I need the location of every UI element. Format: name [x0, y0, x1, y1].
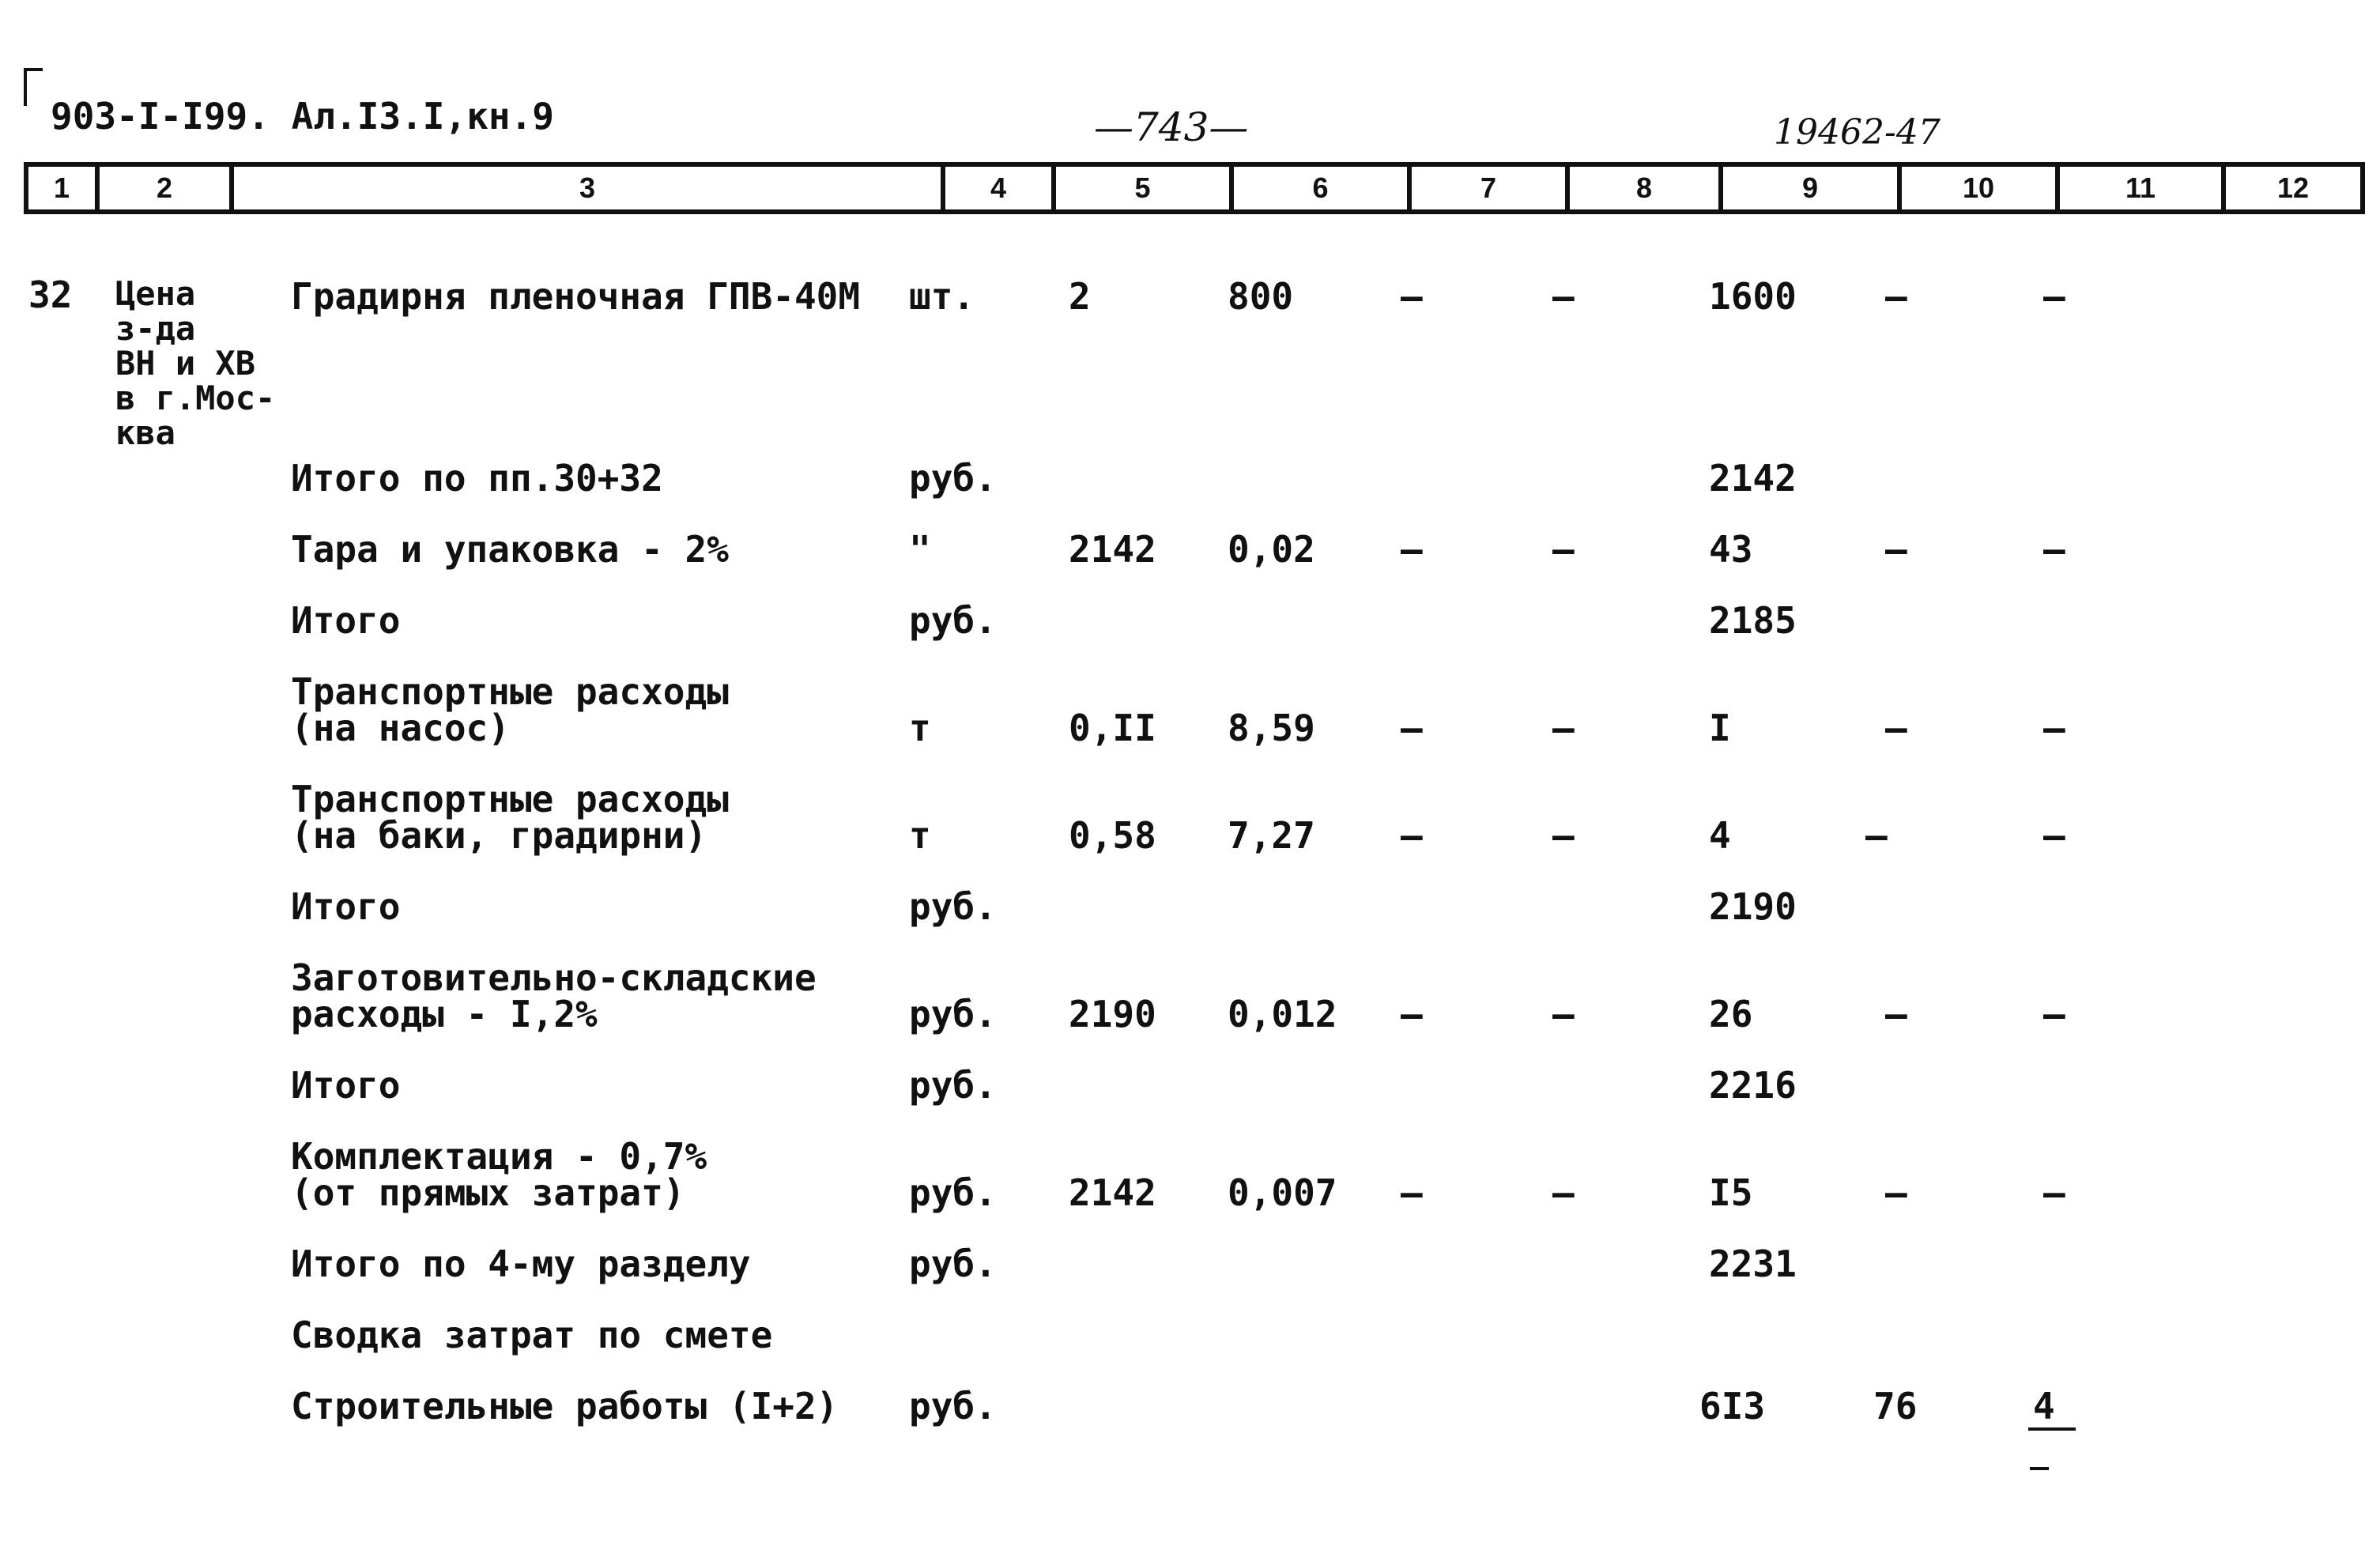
- row-col8: –: [1552, 707, 1575, 749]
- row-col7: –: [1401, 814, 1423, 857]
- row-col11: –: [2043, 528, 2065, 571]
- column-number: 2: [100, 167, 234, 209]
- column-number: 1: [28, 167, 100, 209]
- row-col11: –: [2043, 707, 2065, 749]
- row-col9: 43: [1709, 528, 1753, 571]
- row-col8: –: [1552, 814, 1575, 857]
- row-price: 0,012: [1228, 993, 1337, 1035]
- document-reference: 903-I-I99. Ал.I3.I,кн.9: [51, 95, 554, 138]
- row-price: 7,27: [1228, 814, 1315, 857]
- row-unit: руб.: [909, 1243, 997, 1285]
- row-unit: ": [909, 528, 931, 571]
- corner-mark: [24, 68, 43, 106]
- row-name: Транспортные расходы (на баки, градирни): [291, 778, 729, 857]
- row-unit: руб.: [909, 599, 997, 642]
- row-col9: 2216: [1709, 1064, 1797, 1107]
- row-unit: т: [909, 707, 931, 749]
- row-name: Сводка затрат по смете: [291, 1314, 773, 1356]
- row-col10: –: [1885, 275, 1907, 318]
- row-col9: I5: [1709, 1171, 1753, 1214]
- column-number: 10: [1902, 167, 2060, 209]
- row-name: Транспортные расходы (на насос): [291, 670, 729, 749]
- row-col11: –: [2043, 1171, 2065, 1214]
- row-unit: руб.: [909, 1385, 997, 1427]
- row-col10: –: [1885, 528, 1907, 571]
- row-qty: 0,58: [1069, 814, 1156, 857]
- column-number: 4: [945, 167, 1056, 209]
- column-number-row: [24, 162, 2365, 214]
- underline-mark: [2028, 1427, 2076, 1431]
- row-qty: 2142: [1069, 1171, 1156, 1214]
- row-col9: 2185: [1709, 599, 1797, 642]
- row-name: Тара и упаковка - 2%: [291, 528, 729, 571]
- row-unit: руб.: [909, 457, 997, 500]
- row-col9: 4: [1709, 814, 1731, 857]
- row-col8: –: [1552, 528, 1575, 571]
- row-unit: руб.: [909, 885, 997, 928]
- row-col10: –: [1885, 1171, 1907, 1214]
- row-col9: 2190: [1709, 885, 1797, 928]
- column-number: 8: [1570, 167, 1723, 209]
- row-col10: –: [1885, 707, 1907, 749]
- row-price: 800: [1228, 275, 1294, 318]
- row-unit: руб.: [909, 993, 997, 1035]
- row-col10: –: [1885, 993, 1907, 1035]
- row-col8: –: [1552, 1171, 1575, 1214]
- row-col10: 76: [1873, 1385, 1918, 1427]
- row-col8: –: [1552, 275, 1575, 318]
- item-number: 32: [28, 273, 73, 316]
- row-qty: 0,II: [1069, 707, 1156, 749]
- row-col7: –: [1401, 993, 1423, 1035]
- row-col10: –: [1865, 814, 1888, 857]
- row-qty: 2190: [1069, 993, 1156, 1035]
- column-number: 7: [1412, 167, 1570, 209]
- archive-number: 19462-47: [1774, 112, 1941, 153]
- row-col11: –: [2043, 275, 2065, 318]
- row-col11: –: [2043, 993, 2065, 1035]
- row-col7: –: [1401, 707, 1423, 749]
- row-name: Итого: [291, 1064, 401, 1107]
- row-price: 8,59: [1228, 707, 1315, 749]
- row-unit: т: [909, 814, 931, 857]
- row-col9: I: [1709, 707, 1731, 749]
- row-col9: 6I3: [1699, 1385, 1766, 1427]
- row-price: 0,02: [1228, 528, 1315, 571]
- row-price: 0,007: [1228, 1171, 1337, 1214]
- row-unit: шт.: [909, 275, 975, 318]
- row-name: Градирня пленочная ГПВ-40М: [291, 275, 861, 318]
- column-number: 12: [2276, 172, 2310, 204]
- row-name: Комплектация - 0,7% (от прямых затрат): [291, 1135, 707, 1214]
- row-col9: 1600: [1709, 275, 1797, 318]
- column-number: 11: [2060, 167, 2226, 209]
- row-col9: 26: [1709, 993, 1753, 1035]
- row-name: Итого: [291, 885, 401, 928]
- dash-mark: [2030, 1467, 2049, 1470]
- item-supplier: Цена з-да ВН и ХВ в г.Мос- ква: [115, 274, 276, 452]
- row-col8: –: [1552, 993, 1575, 1035]
- column-number: 5: [1056, 167, 1234, 209]
- row-col11: 4: [2033, 1385, 2055, 1427]
- row-unit: руб.: [909, 1171, 997, 1214]
- page-number: —743—: [1094, 104, 1249, 150]
- column-number: 6: [1234, 167, 1412, 209]
- row-col7: –: [1401, 1171, 1423, 1214]
- row-qty: 2142: [1069, 528, 1156, 571]
- row-unit: руб.: [909, 1064, 997, 1107]
- row-name: Итого: [291, 599, 401, 642]
- row-col11: –: [2043, 814, 2065, 857]
- row-name: Итого по 4-му разделу: [291, 1243, 751, 1285]
- row-name: Строительные работы (I+2): [291, 1385, 839, 1427]
- row-name: Итого по пп.30+32: [291, 457, 663, 500]
- row-col7: –: [1401, 528, 1423, 571]
- column-number: 9: [1723, 167, 1902, 209]
- row-name: Заготовительно-складские расходы - I,2%: [291, 956, 817, 1035]
- row-qty: 2: [1069, 275, 1091, 318]
- row-col9: 2231: [1709, 1243, 1797, 1285]
- row-col7: –: [1401, 275, 1423, 318]
- column-number: 3: [234, 167, 945, 209]
- row-col9: 2142: [1709, 457, 1797, 500]
